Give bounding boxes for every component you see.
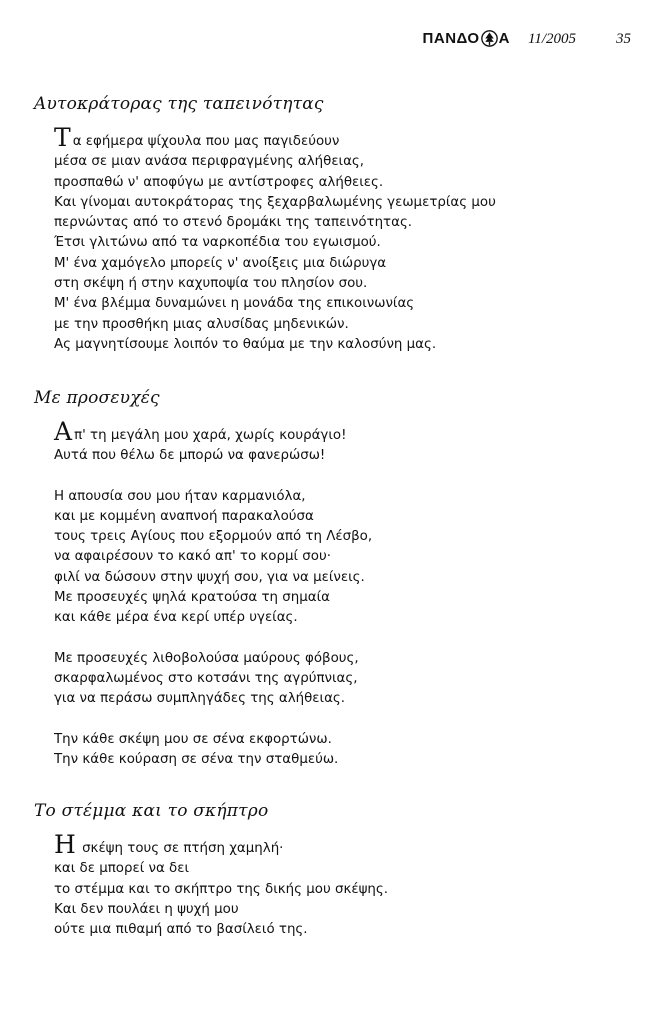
poem-line: για να περάσω συμπληγάδες της αλήθειας.: [54, 691, 346, 707]
drop-cap: Α: [54, 417, 73, 446]
drop-cap: Η: [54, 830, 76, 859]
poem: [34, 801, 644, 940]
journal-name-left: ΠΑΝΔΟ: [422, 30, 480, 47]
issue-number: 11/2005: [527, 31, 576, 47]
poem-line: και κάθε μέρα ένα κερί υπέρ υγείας.: [54, 610, 298, 626]
poem-title: Με προσευχές: [34, 388, 160, 408]
poem-line: Με προσευχές λιθοβολούσα μαύρους φόβους,: [54, 650, 359, 666]
poem-line: [54, 123, 644, 152]
poem-line: περνώντας από το στενό δρομάκι της ταπεινότητας.: [54, 215, 413, 231]
poem-line: Μ' ένα βλέμμα δυναμώνει η μονάδα της επικοινωνίας: [54, 296, 415, 312]
poem-line: σκαρφαλωμένος στο κοτσάνι της αγρύπνιας,: [54, 670, 358, 686]
journal-name: [423, 30, 510, 47]
poem-line: Ας μαγνητίσουμε λοιπόν το θαύμα με την καλοσύνη μας.: [54, 336, 437, 352]
poem-line: το στέμμα και το σκήπτρο της δικής μου σκέψης.: [54, 881, 389, 897]
poem-body: [54, 123, 644, 355]
poem-line: με την προσθήκη μιας αλυσίδας μηδενικών.: [54, 316, 349, 332]
poem-body: [54, 417, 644, 770]
poem-line: Την κάθε κούραση σε σένα την σταθμεύω.: [54, 751, 339, 767]
poem-title: Το στέμμα και το σκήπτρο: [34, 801, 269, 821]
poem-line: Αυτά που θέλω δε μπορώ να φανερώσω!: [54, 448, 326, 464]
poem-line: προσπαθώ ν' αποφύγω με αντίστροφες αλήθειες.: [54, 174, 384, 190]
poem-line: και δε μπορεί να δει: [54, 861, 190, 877]
poem-line: Και δεν πουλάει η ψυχή μου: [54, 901, 239, 917]
stanza-break: [54, 629, 644, 649]
poem-line: και με κομμένη αναπνοή παρακαλούσα: [54, 508, 314, 524]
poem-line: Και γίνομαι αυτοκράτορας της ξεχαρβαλωμένης γεωμετρίας μου: [54, 194, 496, 210]
poem-line: Η απουσία σου μου ήταν καρμανιόλα,: [54, 488, 306, 504]
poem-line: τους τρεις Αγίους που εξορμούν από τη Λέσβο,: [54, 529, 373, 545]
poem-line: Με προσευχές ψηλά κρατούσα τη σημαία: [54, 590, 330, 606]
poem-body: [54, 830, 644, 940]
poem-line: Μ' ένα χαμόγελο μπορείς ν' ανοίξεις μια διώρυγα: [54, 255, 387, 271]
poem-line: [54, 830, 644, 859]
tree-logo-icon: [481, 30, 498, 47]
journal-name-right: Α: [498, 30, 510, 47]
poem-line-text: π' τη μεγάλη μου χαρά, χωρίς κουράγιο!: [74, 428, 347, 443]
stanza-break: [54, 467, 644, 487]
poem-line: να αφαιρέσουν το κακό απ' το κορμί σου·: [54, 549, 331, 565]
poem-line: ούτε μια πιθαμή από το βασίλειό της.: [54, 922, 308, 938]
drop-cap: Τ: [54, 123, 71, 152]
poem-line: [54, 417, 644, 446]
poem: [34, 388, 644, 770]
poem-line-text: σκέψη τους σε πτήση χαμηλή·: [77, 841, 284, 856]
poem-line: Έτσι γλιτώνω από τα ναρκοπέδια του εγωισμού.: [54, 235, 381, 251]
poem-line: φιλί να δώσουν στην ψυχή σου, για να μείνεις.: [54, 569, 365, 585]
page-header: [423, 30, 631, 48]
poem: [34, 94, 644, 355]
poem-line: Την κάθε σκέψη μου σε σένα εκφορτώνω.: [54, 731, 332, 747]
poem-title: Αυτοκράτορας της ταπεινότητας: [34, 94, 324, 114]
poem-line: μέσα σε μιαν ανάσα περιφραγμένης αλήθειας,: [54, 154, 365, 170]
stanza-break: [54, 710, 644, 730]
poem-line: στη σκέψη ή στην καχυποψία του πλησίον σου.: [54, 276, 368, 292]
page-number: 35: [616, 31, 631, 47]
poem-line-text: α εφήμερα ψίχουλα που μας παγιδεύουν: [72, 134, 340, 149]
